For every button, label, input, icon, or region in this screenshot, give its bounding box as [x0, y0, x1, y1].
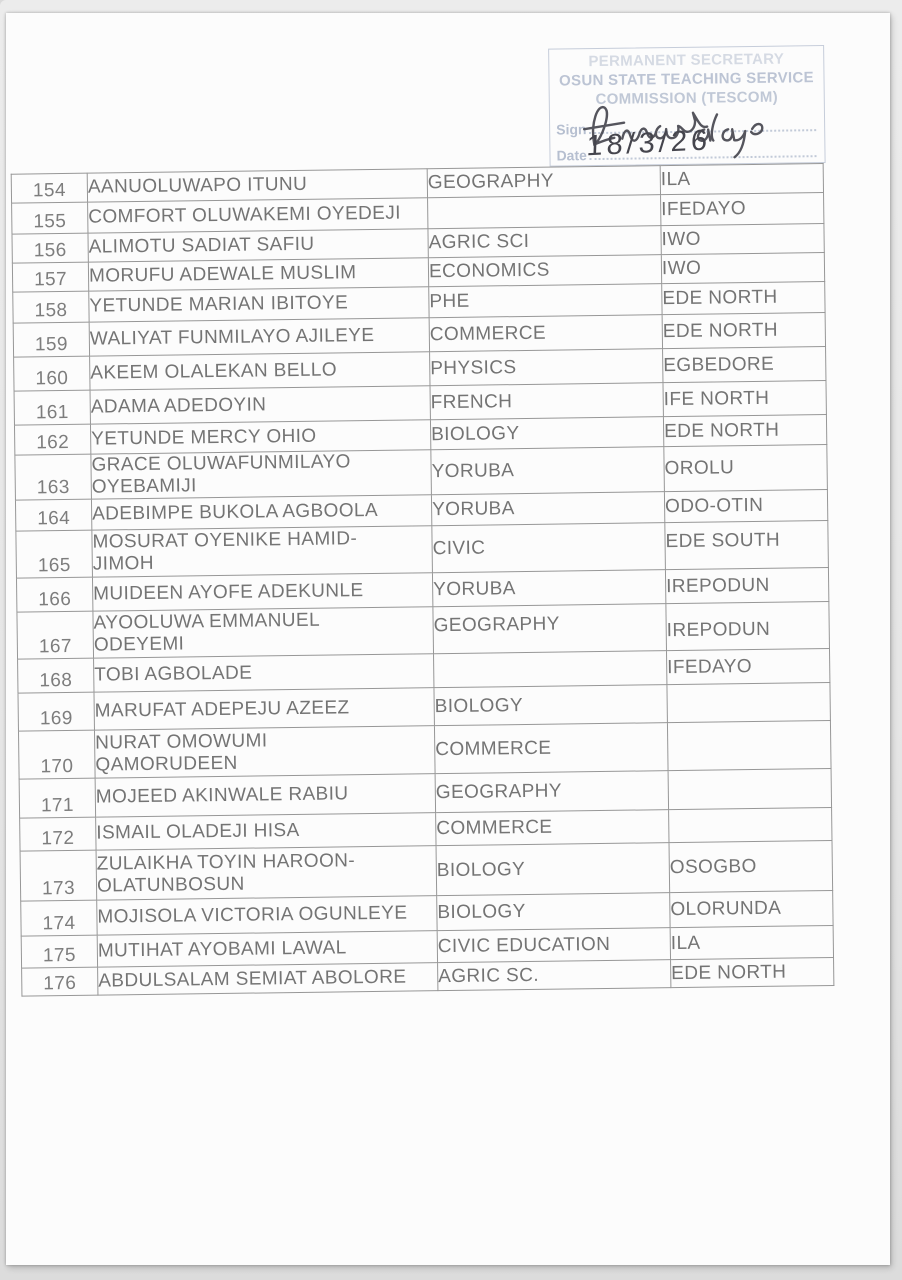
- teacher-name: ADEBIMPE BUKOLA AGBOOLA: [91, 495, 431, 530]
- row-number: 166: [16, 577, 92, 612]
- lga: OLORUNDA: [670, 890, 833, 927]
- teacher-name: MOSURAT OYENIKE HAMID- JIMOH: [92, 526, 433, 577]
- lga: IFEDAYO: [661, 193, 824, 226]
- row-number: 173: [20, 850, 97, 901]
- row-number: 157: [12, 262, 88, 292]
- subject: AGRIC SCI: [428, 226, 661, 258]
- teacher-name: MOJEED AKINWALE RABIU: [95, 774, 435, 817]
- row-number: 162: [14, 424, 90, 455]
- subject: [434, 651, 667, 688]
- row-number: 156: [12, 233, 88, 263]
- row-number: 160: [14, 356, 90, 391]
- teacher-name: AKEEM OLALEKAN BELLO: [90, 352, 430, 390]
- teacher-name: AYOOLUWA EMMANUEL ODEYEMI: [93, 607, 434, 658]
- row-number: 171: [19, 778, 96, 818]
- lga: [669, 807, 832, 842]
- teacher-name: ZULAIKHA TOYIN HAROON- OLATUNBOSUN: [96, 846, 437, 900]
- subject: BIOLOGY: [436, 843, 670, 896]
- row-number: 170: [18, 730, 95, 779]
- teacher-name: ALIMOTU SADIAT SAFIU: [88, 229, 428, 262]
- row-number: 163: [15, 454, 92, 500]
- teacher-name: WALIYAT FUNMILAYO AJILEYE: [89, 318, 429, 356]
- subject: YORUBA: [431, 447, 665, 495]
- row-number: 172: [20, 817, 96, 851]
- subject: CIVIC: [432, 523, 666, 573]
- date-label: Date: [556, 147, 587, 164]
- lga: IFE NORTH: [663, 381, 826, 417]
- row-number: 174: [21, 900, 97, 936]
- teacher-name: ADAMA ADEDOYIN: [90, 386, 430, 424]
- teacher-name: ABDULSALAM SEMIAT ABOLORE: [98, 963, 438, 995]
- stamp-org-line2: COMMISSION (TESCOM): [595, 88, 779, 109]
- lga: IWO: [661, 253, 824, 284]
- teacher-name: NURAT OMOWUMI QAMORUDEEN: [94, 726, 435, 778]
- teacher-name: GRACE OLUWAFUNMILAYO OYEBAMIJI: [91, 450, 432, 499]
- row-number: 164: [15, 499, 91, 531]
- stamp-org-line1: OSUN STATE TEACHING SERVICE: [559, 69, 815, 90]
- lga: OROLU: [664, 445, 828, 492]
- row-number: 175: [21, 935, 97, 968]
- teacher-name: AANUOLUWAPO ITUNU: [87, 169, 427, 202]
- teacher-name: YETUNDE MERCY OHIO: [90, 420, 430, 454]
- handwritten-date: 18/3/26: [585, 124, 712, 163]
- subject: YORUBA: [432, 570, 665, 607]
- subject: BIOLOGY: [430, 417, 663, 450]
- subject: GEOGRAPHY: [427, 166, 660, 198]
- teacher-name: MUTIHAT AYOBAMI LAWAL: [97, 931, 437, 967]
- lga: IFEDAYO: [666, 649, 829, 685]
- lga: [667, 683, 830, 723]
- sign-label: Sign: [556, 121, 587, 138]
- lga: ILA: [670, 925, 833, 959]
- lga: EGBEDORE: [663, 347, 826, 383]
- lga: [667, 721, 831, 771]
- subject: YORUBA: [431, 492, 664, 526]
- row-number: 176: [22, 967, 98, 996]
- subject: FRENCH: [430, 383, 663, 420]
- lga: ILA: [660, 164, 823, 195]
- subject: COMMERCE: [429, 315, 662, 352]
- lga: ODO-OTIN: [664, 490, 827, 523]
- teacher-name: COMFORT OLUWAKEMI OYEDEJI: [88, 198, 428, 233]
- teacher-name: MOJISOLA VICTORIA OGUNLEYE: [97, 896, 437, 935]
- teacher-name: MARUFAT ADEPEJU AZEEZ: [94, 688, 434, 730]
- row-number: 168: [18, 658, 94, 693]
- row-number: 154: [11, 173, 87, 203]
- teacher-name: YETUNDE MARIAN IBITOYE: [89, 287, 429, 322]
- row-number: 169: [18, 692, 94, 731]
- document-page: [6, 13, 890, 1265]
- subject: PHYSICS: [430, 349, 663, 386]
- row-number: 167: [17, 611, 94, 659]
- teacher-name: MORUFU ADEWALE MUSLIM: [88, 258, 428, 291]
- staff-list-table: [11, 163, 835, 997]
- page-content: [0, 7, 899, 1270]
- lga: EDE NORTH: [662, 282, 825, 315]
- teacher-name: ISMAIL OLADEJI HISA: [96, 813, 436, 850]
- lga: IREPODUN: [665, 568, 828, 604]
- teacher-name: MUIDEEN AYOFE ADEKUNLE: [92, 573, 432, 611]
- row-number: 159: [13, 322, 89, 357]
- subject: [428, 195, 661, 229]
- subject: COMMERCE: [436, 810, 669, 846]
- lga: IREPODUN: [666, 602, 830, 651]
- row-number: 158: [13, 291, 89, 323]
- subject: AGRIC SC.: [438, 960, 671, 991]
- row-number: 161: [14, 390, 90, 425]
- stamp-title: PERMANENT SECRETARY: [588, 50, 785, 71]
- lga: EDE NORTH: [663, 415, 826, 447]
- row-number: 155: [12, 202, 88, 234]
- lga: EDE NORTH: [671, 957, 834, 987]
- lga: OSOGBO: [669, 840, 833, 892]
- row-number: 165: [16, 530, 93, 578]
- subject: COMMERCE: [434, 723, 668, 774]
- lga: IWO: [661, 224, 824, 255]
- subject: BIOLOGY: [437, 893, 670, 931]
- lga: EDE SOUTH: [665, 521, 829, 570]
- subject: ECONOMICS: [428, 255, 661, 287]
- subject: CIVIC EDUCATION: [437, 928, 670, 963]
- teacher-name: TOBI AGBOLADE: [94, 654, 434, 692]
- lga: [668, 769, 831, 810]
- subject: PHE: [429, 284, 662, 318]
- subject: GEOGRAPHY: [433, 604, 667, 654]
- subject: BIOLOGY: [434, 685, 667, 726]
- subject: GEOGRAPHY: [435, 771, 668, 813]
- lga: EDE NORTH: [662, 313, 825, 349]
